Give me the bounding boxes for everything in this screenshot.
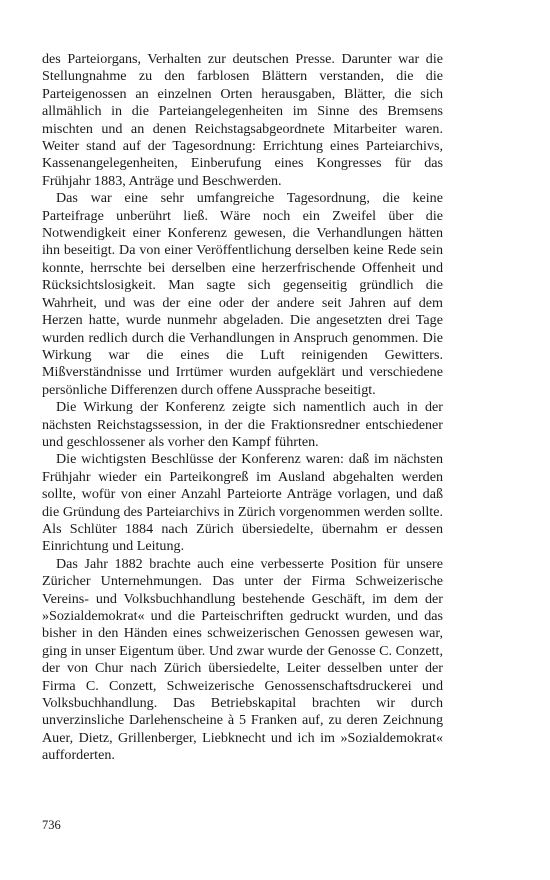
paragraph-5: Das Jahr 1882 brachte auch eine verbesserte Position für unsere Züricher Unternehmungen. Das unter der Firma Schweizerische Vereins- und Volksbuchhandlung bestehende Geschäft, im dem der »Sozialdemokrat« und die Parteischriften gedruckt wurden, und das bisher in den Händen eines schweizerischen Genossen gewesen war, ging in unser Eigentum über. Und zwar wurde der Genosse C. Conzett, der von Chur nach Zürich übersiedelte, Leiter desselben unter der Firma C. Conzett, Schweizerische Genossenschaftsdruckerei und Volksbuchhandlung. Das Betriebskapital brachten wir durch unverzinsliche Darlehenscheine à 5 Franken auf, zu deren Zeichnung Auer, Dietz, Grillenberger, Liebknecht und ich im »Sozialdemokrat« aufforderten.	[42, 555, 443, 764]
paragraph-1: des Parteiorgans, Verhalten zur deutschen Presse. Darunter war die Stellungnahme zu den farblosen Blättern verstanden, die die Parteigenossen an einzelnen Orten herausgaben, Blätter, die sich allmählich in die Parteiangelegenheiten im Sinne des Bremsens mischten und an denen Reichstagsabgeordnete Mitarbeiter waren. Weiter stand auf der Tagesordnung: Errichtung eines Parteiarchivs, Kassenangelegenheiten, Einberufung eines Kongresses für das Frühjahr 1883, Anträge und Beschwerden.	[42, 51, 443, 189]
paragraph-2: Das war eine sehr umfangreiche Tagesordnung, die keine Parteifrage unberührt ließ. Wäre noch ein Zweifel über die Notwendigkeit einer Konferenz gewesen, die Verhandlungen hätten ihn beseitigt. Da von einer Veröffentlichung derselben keine Rede sein konnte, herrschte bei derselben eine herzerfrischende Offenheit und Rücksichtslosigkeit. Man sagte sich gegenseitig gründlich die Wahrheit, und was der eine oder der andere seit Jahren auf dem Herzen hatte, wurde nunmehr abgeladen. Die angesetzten drei Tage wurden redlich durch die Verhandlungen in Anspruch genommen. Die Wirkung war die eines die Luft reinigenden Gewitters. Mißverständnisse und Irrtümer wurden aufgeklärt und verschiedene persönliche Differenzen durch offene Aussprache beseitigt.	[42, 190, 443, 398]
paragraph-4: Die wichtigsten Beschlüsse der Konferenz waren: daß im nächsten Frühjahr wieder ein Parteikongreß im Ausland abgehalten werden sollte, wofür von einer Anzahl Parteiorte Anträge vorlagen, und daß die Gründung des Parteiarchivs in Zürich vorgenommen werden sollte. Als Schlüter 1884 nach Zürich übersiedelte, übernahm er dessen Einrichtung und Leitung.	[42, 451, 443, 555]
paragraph-3: Die Wirkung der Konferenz zeigte sich namentlich auch in der nächsten Reichstagssession, in der die Fraktionsredner entschiedener und geschlossener als vorher den Kampf führten.	[42, 399, 443, 450]
body-text	[42, 51, 443, 765]
page-number: 736	[42, 818, 61, 832]
